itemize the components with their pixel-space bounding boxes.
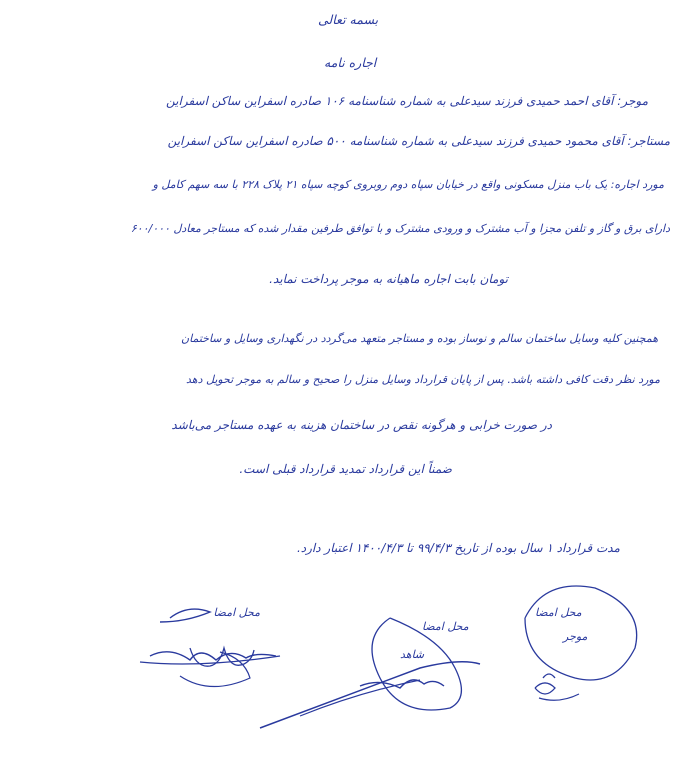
signature-block-right [505, 578, 655, 718]
signature-right-label: محل امضا [535, 606, 582, 619]
signature-right-role: موجر [563, 630, 588, 643]
signature-middle-scribble [240, 598, 490, 738]
conditions-line-3: در صورت خرابی و هرگونه نقص در ساختمان هزینه به عهده مستاجر می‌باشد [171, 418, 552, 432]
subject-line-2: دارای برق و گاز و تلفن مجزا و آب مشترک و ورودی مشترک و با توافق طرفین مقدار شده که مستاجر معادل ۶۰۰/۰۰۰ [130, 222, 670, 235]
lessor-line: موجر: آقای احمد حمیدی فرزند سیدعلی به شماره شناسنامه ۱۰۶ صادره اسفراین ساکن اسفراین [166, 94, 648, 108]
signature-block-middle [240, 598, 490, 738]
lessee-line: مستاجر: آقای محمود حمیدی فرزند سیدعلی به شماره شناسنامه ۵۰۰ صادره اسفراین ساکن اسفراین [167, 134, 670, 148]
signature-middle-role: شاهد [400, 648, 425, 661]
document-title: اجاره نامه [324, 55, 377, 70]
signature-left-label: محل امضا [213, 606, 260, 619]
subject-line-1: مورد اجاره: یک باب منزل مسکونی واقع در خیابان سپاه دوم روبروی کوچه سپاه ۲۱ پلاک ۲۲۸ با سه سهم کامل و [152, 178, 664, 191]
conditions-line-4: ضمناً این قرارداد تمدید قرارداد قبلی است. [239, 462, 452, 476]
conditions-line-2: مورد نظر دقت کافی داشته باشد. پس از پایان قرارداد وسایل منزل را صحیح و سالم به موجر تحویل دهد [186, 373, 660, 386]
contract-term-line: مدت قرارداد ۱ سال بوده از تاریخ ۹۹/۴/۳ تا ۱۴۰۰/۴/۳ اعتبار دارد. [296, 541, 620, 555]
signature-middle-label: محل امضا [422, 620, 469, 633]
subject-line-3: تومان بابت اجاره ماهیانه به موجر پرداخت نماید. [269, 272, 508, 286]
conditions-line-1: همچنین کلیه وسایل ساختمان سالم و نوساز بوده و مستاجر متعهد می‌گردد در نگهداری وسایل و ساختمان [181, 332, 658, 345]
basmala-heading: بسمه تعالی [318, 12, 379, 27]
signature-right-scribble [505, 578, 655, 718]
